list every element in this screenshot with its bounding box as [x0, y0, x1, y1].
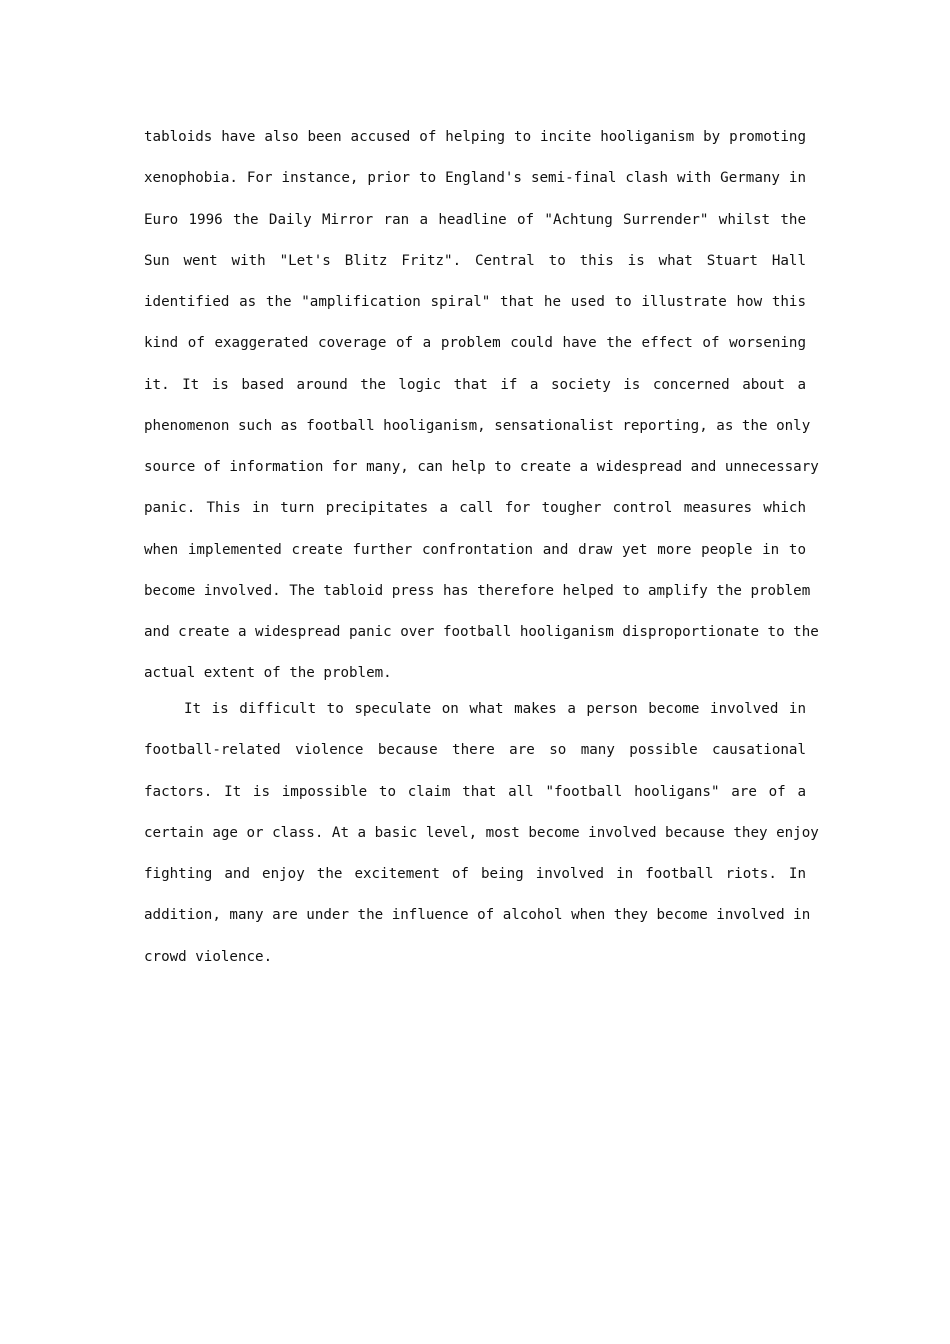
text-line: crowd violence.	[144, 948, 273, 965]
text-line: Sun went with "Let's Blitz Fritz". Central to this is what Stuart Hall	[144, 252, 806, 269]
text-line: factors. It is impossible to claim that all "football hooligans" are of a	[144, 783, 806, 800]
text-line: xenophobia. For instance, prior to England's semi-final clash with Germany in	[144, 170, 806, 187]
text-line: source of information for many, can help to create a widespread and unnecessary	[144, 459, 819, 475]
text-line: phenomenon such as football hooliganism, sensationalist reporting, as the only	[144, 417, 811, 434]
text-line: Euro 1996 the Daily Mirror ran a headline of "Achtung Surrender" whilst the	[144, 211, 806, 228]
text-line: panic. This in turn precipitates a call for tougher control measures which	[144, 500, 806, 517]
text-line: It is difficult to speculate on what makes a person become involved in	[184, 701, 806, 717]
text-line: actual extent of the problem.	[144, 665, 392, 682]
paragraph-1	[144, 124, 819, 702]
text-line: when implemented create further confrontation and draw yet more people in to	[144, 541, 806, 558]
text-line: addition, many are under the influence of alcohol when they become involved in	[144, 907, 811, 924]
paragraph-2	[144, 696, 819, 985]
text-line: and create a widespread panic over football hooliganism disproportionate to the	[144, 624, 819, 640]
text-line: become involved. The tabloid press has therefore helped to amplify the problem	[144, 582, 811, 599]
text-line: it. It is based around the logic that if a society is concerned about a	[144, 376, 806, 393]
text-line: fighting and enjoy the excitement of being involved in football riots. In	[144, 866, 806, 882]
text-line: kind of exaggerated coverage of a problem could have the effect of worsening	[144, 335, 806, 352]
text-line: football-related violence because there are so many possible causational	[144, 742, 806, 759]
text-line: identified as the "amplification spiral" that he used to illustrate how this	[144, 294, 806, 310]
text-line: tabloids have also been accused of helping to incite hooliganism by promoting	[144, 129, 806, 145]
text-line: certain age or class. At a basic level, most become involved because they enjoy	[144, 824, 819, 841]
